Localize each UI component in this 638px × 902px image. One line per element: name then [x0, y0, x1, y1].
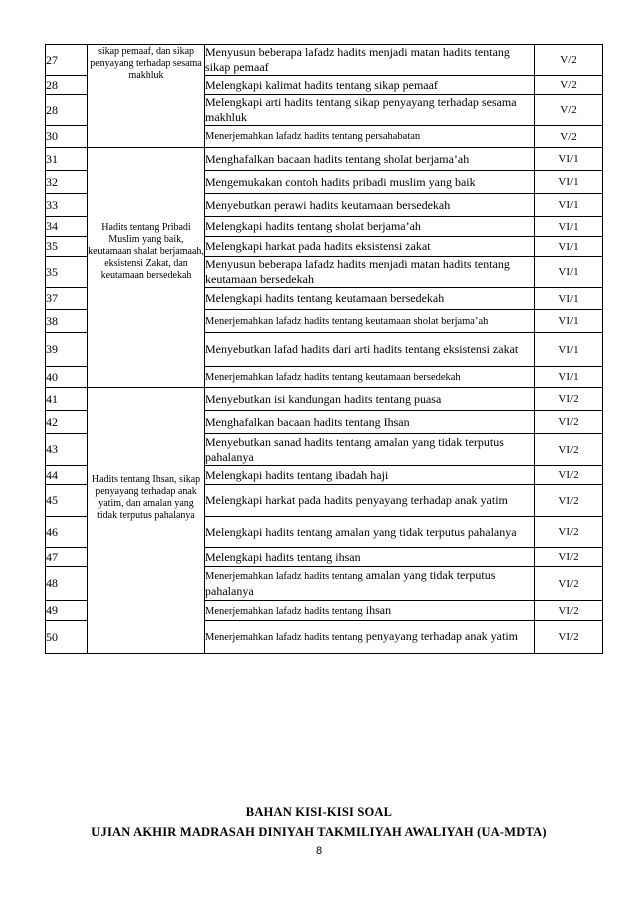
indicator-cell: Menghafalkan bacaan hadits tentang sholat berjama’ah	[205, 148, 535, 171]
indicator-cell: Menyebutkan lafad hadits dari arti hadits tentang eksistensi zakat	[205, 333, 535, 367]
row-number: 50	[46, 621, 88, 654]
class-semester-cell: VI/2	[535, 548, 603, 567]
indicator-cell: Mengemukakan contoh hadits pribadi muslim yang baik	[205, 171, 535, 194]
indicator-suffix: amalan yang tidak terputus pahalanya	[205, 568, 496, 598]
class-semester-cell: VI/1	[535, 310, 603, 333]
class-semester-cell: VI/2	[535, 434, 603, 466]
class-semester-cell: VI/2	[535, 388, 603, 411]
kisi-kisi-table	[45, 44, 603, 654]
row-number: 28	[46, 76, 88, 95]
row-number: 37	[46, 288, 88, 310]
indicator-cell: Menyebutkan isi kandungan hadits tentang puasa	[205, 388, 535, 411]
indicator-cell: Menyebutkan perawi hadits keutamaan bersedekah	[205, 194, 535, 217]
row-number: 32	[46, 171, 88, 194]
indicator-cell: Menyusun beberapa lafadz hadits menjadi matan hadits tentang sikap pemaaf	[205, 45, 535, 76]
indicator-cell: Melengkapi hadits tentang ihsan	[205, 548, 535, 567]
indicator-prefix: Menerjemahkan lafadz hadits tentang	[205, 571, 363, 582]
indicator-suffix: penyayang terhadap anak yatim	[365, 629, 519, 643]
indicator-cell: Melengkapi kalimat hadits tentang sikap pemaaf	[205, 76, 535, 95]
class-semester-cell: VI/2	[535, 567, 603, 601]
class-semester-cell: VI/1	[535, 217, 603, 237]
indicator-cell	[205, 567, 535, 601]
footer-subtitle: UJIAN AKHIR MADRASAH DINIYAH TAKMILIYAH AWALIYAH (UA-MDTA)	[91, 825, 547, 839]
topic-cell: Hadits tentang Ihsan, sikap penyayang terhadap anak yatim, dan amalan yang tidak terputus pahalanya	[88, 388, 205, 654]
row-number: 34	[46, 217, 88, 237]
indicator-cell: Melengkapi harkat pada hadits penyayang terhadap anak yatim	[205, 485, 535, 517]
class-semester-cell: VI/1	[535, 171, 603, 194]
class-semester-cell: VI/1	[535, 237, 603, 257]
indicator-suffix: ihsan	[365, 602, 392, 617]
class-semester-cell: VI/2	[535, 621, 603, 654]
indicator-prefix: Menerjemahkan lafadz hadits tentang	[205, 605, 363, 617]
class-semester-cell: VI/1	[535, 333, 603, 367]
row-number: 31	[46, 148, 88, 171]
row-number: 27	[46, 45, 88, 76]
indicator-cell	[205, 621, 535, 654]
class-semester-cell: VI/1	[535, 367, 603, 388]
topic-cell: sikap pemaaf, dan sikap penyayang terhadap sesama makhluk	[88, 45, 205, 148]
row-number: 49	[46, 601, 88, 621]
indicator-cell: Menerjemahkan lafadz hadits tentang keutamaan sholat berjama’ah	[205, 310, 535, 333]
row-number: 35	[46, 257, 88, 288]
class-semester-cell: V/2	[535, 45, 603, 76]
row-number: 45	[46, 485, 88, 517]
class-semester-cell: V/2	[535, 126, 603, 148]
row-number: 40	[46, 367, 88, 388]
class-semester-cell: VI/2	[535, 466, 603, 485]
topic-cell: Hadits tentang Pribadi Muslim yang baik, keutamaan shalat berjamaah, eksistensi Zakat, dan keutamaan bersedekah	[88, 148, 205, 388]
class-semester-cell: VI/2	[535, 601, 603, 621]
indicator-cell: Menerjemahkan lafadz hadits tentang keutamaan bersedekah	[205, 367, 535, 388]
row-number: 38	[46, 310, 88, 333]
row-number: 30	[46, 126, 88, 148]
row-number: 35	[46, 237, 88, 257]
indicator-cell: Melengkapi hadits tentang ibadah haji	[205, 466, 535, 485]
indicator-cell: Menghafalkan bacaan hadits tentang Ihsan	[205, 411, 535, 434]
page-number: 8	[315, 845, 323, 857]
class-semester-cell: VI/1	[535, 288, 603, 310]
table-row	[46, 388, 603, 411]
indicator-cell: Menyebutkan sanad hadits tentang amalan yang tidak terputus pahalanya	[205, 434, 535, 466]
table-row	[46, 45, 603, 76]
row-number: 33	[46, 194, 88, 217]
row-number: 42	[46, 411, 88, 434]
class-semester-cell: VI/2	[535, 517, 603, 548]
row-number: 48	[46, 567, 88, 601]
indicator-cell: Melengkapi hadits tentang amalan yang tidak terputus pahalanya	[205, 517, 535, 548]
row-number: 46	[46, 517, 88, 548]
indicator-cell: Melengkapi hadits tentang keutamaan bersedekah	[205, 288, 535, 310]
row-number: 43	[46, 434, 88, 466]
table-row	[46, 148, 603, 171]
class-semester-cell: V/2	[535, 76, 603, 95]
indicator-prefix: Menerjemahkan lafadz hadits tentang	[205, 632, 363, 643]
row-number: 44	[46, 466, 88, 485]
class-semester-cell: VI/2	[535, 485, 603, 517]
indicator-cell	[205, 601, 535, 621]
indicator-cell: Melengkapi harkat pada hadits eksistensi zakat	[205, 237, 535, 257]
indicator-cell: Menyusun beberapa lafadz hadits menjadi matan hadits tentang keutamaan bersedekah	[205, 257, 535, 288]
class-semester-cell: VI/1	[535, 257, 603, 288]
class-semester-cell: VI/1	[535, 194, 603, 217]
row-number: 47	[46, 548, 88, 567]
class-semester-cell: VI/1	[535, 148, 603, 171]
footer-title: BAHAN KISI-KISI SOAL	[245, 805, 393, 819]
class-semester-cell: V/2	[535, 95, 603, 126]
indicator-cell: Melengkapi hadits tentang sholat berjama’ah	[205, 217, 535, 237]
indicator-cell: Menerjemahkan lafadz hadits tentang persahabatan	[205, 126, 535, 148]
indicator-cell: Melengkapi arti hadits tentang sikap penyayang terhadap sesama makhluk	[205, 95, 535, 126]
row-number: 41	[46, 388, 88, 411]
row-number: 39	[46, 333, 88, 367]
class-semester-cell: VI/2	[535, 411, 603, 434]
row-number: 28	[46, 95, 88, 126]
